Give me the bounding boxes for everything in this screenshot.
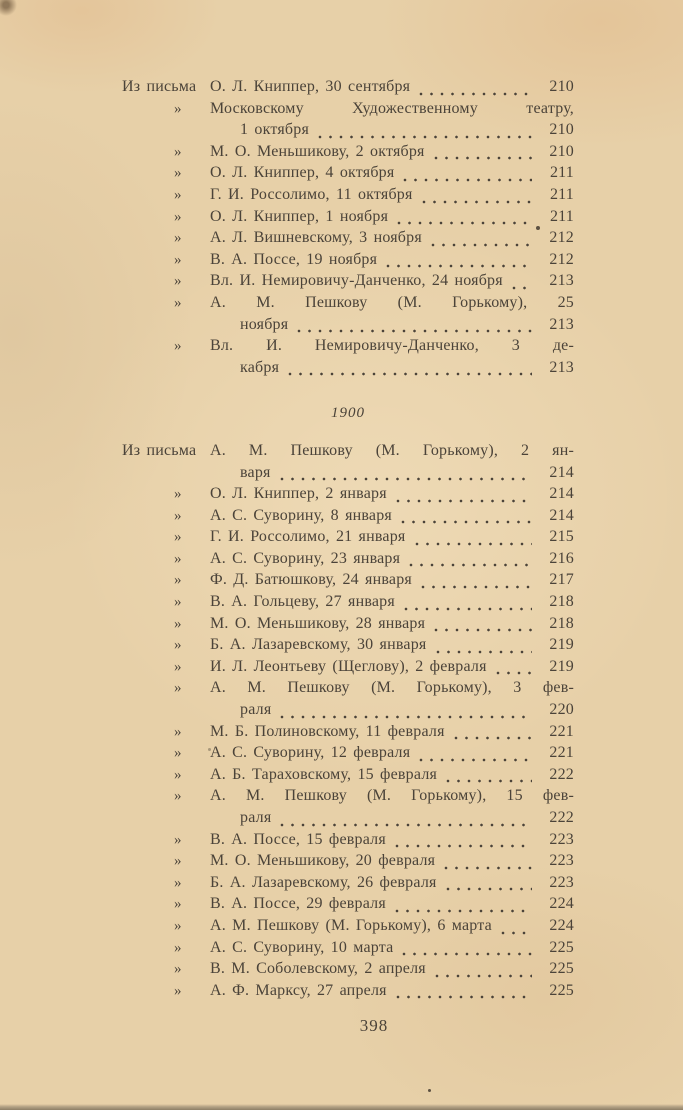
entry-page-number: 222: [549, 809, 574, 826]
entry-marker: »: [174, 853, 182, 870]
toc-entry-line: [122, 874, 574, 896]
toc-entry-line: [122, 164, 574, 186]
entry-text: О. Л. Книппер, 2 января: [210, 485, 387, 503]
dot-leader: [446, 779, 532, 783]
toc-entry-line: [122, 636, 574, 658]
entry-text: Вл. И. Немировичу-Данченко, 24 ноября: [210, 272, 503, 290]
toc-entry-line: [122, 100, 574, 122]
entry-text: В. А. Поссе, 29 февраля: [210, 895, 386, 913]
entry-marker: »: [174, 961, 182, 978]
entry-text: М. О. Меньшикову, 20 февраля: [210, 852, 436, 870]
dot-leader: [446, 887, 532, 891]
entry-page-number: 210: [549, 121, 574, 139]
toc-entry-line: [122, 744, 574, 766]
toc-entry-line: [122, 316, 574, 338]
entry-text: Московскому Художественному театру,: [210, 99, 574, 117]
dot-leader: [409, 563, 532, 567]
entry-page-number: 213: [549, 315, 574, 333]
entry-text: А. С. Суворину, 23 января: [210, 549, 401, 567]
entry-text: 1 октября: [240, 121, 310, 139]
entry-text: А. М. Пешкову (М. Горькому), 6 марта: [210, 916, 492, 934]
entry-marker: »: [174, 251, 182, 268]
dot-leader: [386, 264, 532, 268]
entry-page-number: 222: [549, 765, 574, 783]
entry-marker: »: [174, 529, 182, 546]
entry-text: В. А. Поссе, 15 февраля: [210, 830, 386, 848]
dot-leader: [297, 329, 532, 333]
toc-entry-line: [122, 895, 574, 917]
entry-text: А. М. Пешкову (М. Горькому), 3 фев-: [210, 679, 574, 697]
toc-entry-line: [122, 679, 574, 701]
dot-leader: [397, 221, 532, 225]
entry-page-number: 211: [549, 185, 574, 203]
toc-entry-line: [122, 809, 574, 831]
entry-marker: Из письма: [122, 78, 197, 95]
entry-marker: »: [174, 208, 182, 225]
entry-marker: »: [174, 917, 182, 934]
entry-text: А. С. Суворину, 8 января: [210, 506, 392, 524]
entry-text: Ф. Д. Батюшкову, 24 января: [210, 571, 412, 589]
toc-entry-line: [122, 121, 574, 143]
entry-marker: »: [174, 572, 182, 589]
toc-sections: [122, 78, 574, 1036]
section-year-heading: 1900: [331, 405, 365, 422]
entry-page-number: 225: [549, 938, 574, 956]
page-bottom-edge: [0, 1104, 683, 1110]
dot-leader: [318, 135, 532, 139]
entry-page-number: 224: [549, 916, 574, 934]
entry-marker: »: [174, 939, 182, 956]
entry-marker: »: [174, 896, 182, 913]
entry-page-number: 218: [549, 593, 574, 611]
toc-entry-line: [122, 571, 574, 593]
entry-page-number: 217: [549, 571, 574, 589]
toc-entry-line: [122, 507, 574, 529]
dot-leader: [422, 200, 532, 204]
toc-entry-line: [122, 550, 574, 572]
entry-page-number: 214: [549, 485, 574, 503]
entry-page-number: 223: [549, 873, 574, 891]
dot-leader: [395, 844, 532, 848]
paper-speck: [208, 748, 211, 751]
section-entries: [122, 442, 574, 1003]
dot-leader: [419, 758, 532, 762]
dot-leader: [434, 628, 532, 632]
entry-marker: »: [174, 594, 182, 611]
entry-text: А. С. Суворину, 10 марта: [210, 938, 394, 956]
entry-page-number: 225: [549, 960, 574, 978]
entry-page-number: 212: [549, 229, 574, 247]
footer-page-number: 398: [359, 1016, 389, 1036]
toc-entry-line: [122, 337, 574, 359]
entry-text: раля: [240, 701, 272, 719]
entry-text: кабря: [240, 358, 280, 376]
entry-marker: »: [174, 100, 182, 117]
entry-page-number: 219: [549, 657, 574, 675]
entry-page-number: 216: [549, 549, 574, 567]
toc-entry-line: [122, 615, 574, 637]
toc-entry-line: [122, 272, 574, 294]
entry-page-number: 223: [549, 830, 574, 848]
toc-entry-line: [122, 251, 574, 273]
entry-page-number: 214: [549, 463, 574, 481]
toc-entry-line: [122, 852, 574, 874]
entry-marker: »: [174, 658, 182, 675]
toc-entry-line: [122, 229, 574, 251]
dot-leader: [396, 995, 532, 999]
dot-leader: [280, 823, 532, 827]
entry-marker: »: [174, 273, 182, 290]
entry-text: М. Б. Полиновскому, 11 февраля: [210, 722, 445, 740]
section-entries: [122, 78, 574, 380]
dot-leader: [280, 715, 532, 719]
dot-leader: [496, 671, 532, 675]
entry-page-number: 215: [549, 528, 574, 546]
toc-entry-line: [122, 78, 574, 100]
toc-entry-line: [122, 485, 574, 507]
paper-speck: [536, 226, 540, 230]
entry-text: О. Л. Книппер, 30 сентября: [210, 78, 411, 95]
entry-page-number: 221: [549, 722, 574, 740]
dot-leader: [404, 607, 532, 611]
entry-marker: »: [174, 788, 182, 805]
entry-page-number: 212: [549, 250, 574, 268]
entry-marker: »: [174, 338, 182, 355]
entry-marker: »: [174, 230, 182, 247]
toc-entry-line: [122, 186, 574, 208]
entry-marker: »: [174, 507, 182, 524]
entry-marker: »: [174, 165, 182, 182]
entry-text: А. М. Пешкову (М. Горькому), 15 фев-: [210, 787, 574, 805]
entry-text: ноября: [240, 315, 289, 333]
entry-text: В. А. Гольцеву, 27 января: [210, 593, 395, 611]
entry-text: А. Л. Вишневскому, 3 ноября: [210, 229, 422, 247]
entry-page-number: 214: [549, 506, 574, 524]
entry-text: Б. А. Лазаревскому, 30 января: [210, 636, 427, 654]
dot-leader: [512, 286, 532, 290]
toc-entry-line: [122, 960, 574, 982]
toc-entry-line: [122, 143, 574, 165]
toc-entry-line: [122, 359, 574, 381]
entry-text: А. Б. Тараховскому, 15 февраля: [210, 765, 438, 783]
entry-marker: »: [174, 745, 182, 762]
entry-marker: »: [174, 982, 182, 999]
entry-page-number: 224: [549, 895, 574, 913]
entry-page-number: 225: [549, 981, 574, 999]
entry-page-number: 211: [549, 164, 574, 182]
dot-leader: [396, 499, 532, 503]
dot-leader: [280, 477, 532, 481]
toc-section: [122, 405, 574, 1003]
entry-marker: »: [174, 143, 182, 160]
dot-leader: [415, 542, 533, 546]
dot-leader: [401, 520, 532, 524]
entry-text: А. М. Пешкову (М. Горькому), 25: [210, 293, 574, 311]
dot-leader: [403, 178, 532, 182]
entry-text: О. Л. Книппер, 4 октября: [210, 164, 395, 182]
entry-page-number: 218: [549, 614, 574, 632]
entry-page-number: 210: [549, 142, 574, 160]
entry-text: О. Л. Книппер, 1 ноября: [210, 207, 389, 225]
entry-text: А. Ф. Марксу, 27 апреля: [210, 981, 387, 999]
entry-marker: »: [174, 680, 182, 697]
entry-text: Г. И. Россолимо, 11 октября: [210, 185, 413, 203]
dot-leader: [419, 92, 532, 96]
toc-section: [122, 78, 574, 380]
entry-text: М. О. Меньшикову, 28 января: [210, 614, 426, 632]
dot-leader: [288, 372, 532, 376]
toc-entry-line: [122, 723, 574, 745]
entry-text: В. А. Поссе, 19 ноября: [210, 250, 378, 268]
toc-entry-line: [122, 982, 574, 1004]
entry-text: варя: [240, 463, 271, 481]
entry-text: И. Л. Леонтьеву (Щеглову), 2 февраля: [210, 657, 487, 675]
dot-leader: [434, 156, 532, 160]
entry-text: Вл. И. Немировичу-Данченко, 3 де-: [210, 337, 574, 355]
entry-marker: »: [174, 615, 182, 632]
toc-entry-line: [122, 939, 574, 961]
dot-leader: [395, 909, 532, 913]
entry-text: В. М. Соболевскому, 2 апреля: [210, 960, 426, 978]
toc-entry-line: [122, 658, 574, 680]
entry-marker: »: [174, 874, 182, 891]
entry-marker: »: [174, 294, 182, 311]
dot-leader: [435, 974, 532, 978]
dot-leader: [402, 952, 532, 956]
entry-marker: »: [174, 486, 182, 503]
entry-text: Г. И. Россолимо, 21 января: [210, 528, 406, 546]
toc-entry-line: [122, 787, 574, 809]
toc-entry-line: [122, 294, 574, 316]
toc-entry-line: [122, 208, 574, 230]
dot-leader: [444, 866, 532, 870]
entry-marker: »: [174, 766, 182, 783]
entry-page-number: 221: [549, 744, 574, 762]
dot-leader: [436, 650, 533, 654]
entry-page-number: 220: [549, 701, 574, 719]
entry-page-number: 219: [549, 636, 574, 654]
entry-marker: »: [174, 831, 182, 848]
entry-page-number: 211: [549, 207, 574, 225]
dot-leader: [501, 931, 532, 935]
toc-entry-line: [122, 917, 574, 939]
entry-marker: »: [174, 723, 182, 740]
toc-entry-line: [122, 766, 574, 788]
entry-page-number: 223: [549, 852, 574, 870]
toc-entry-line: [122, 442, 574, 464]
entry-text: А. М. Пешкову (М. Горькому), 2 ян-: [210, 441, 574, 459]
entry-marker: »: [174, 637, 182, 654]
entry-page-number: 213: [549, 272, 574, 290]
toc-entry-line: [122, 528, 574, 550]
entry-marker: »: [174, 550, 182, 567]
toc-entry-line: [122, 831, 574, 853]
toc-entry-line: [122, 593, 574, 615]
entry-text: А. С. Суворину, 12 февраля: [210, 744, 411, 762]
entry-text: М. О. Меньшикову, 2 октября: [210, 142, 425, 160]
entry-page-number: 210: [549, 78, 574, 95]
toc-entry-line: [122, 464, 574, 486]
dot-leader: [431, 243, 532, 247]
entry-page-number: 213: [549, 358, 574, 376]
paper-speck: [428, 1089, 431, 1092]
entry-text: раля: [240, 809, 272, 826]
entry-marker: »: [174, 186, 182, 203]
toc-entry-line: [122, 701, 574, 723]
entry-text: Б. А. Лазаревскому, 26 февраля: [210, 873, 437, 891]
dot-leader: [421, 585, 532, 589]
dot-leader: [454, 736, 532, 740]
entry-marker: Из письма: [122, 441, 197, 459]
